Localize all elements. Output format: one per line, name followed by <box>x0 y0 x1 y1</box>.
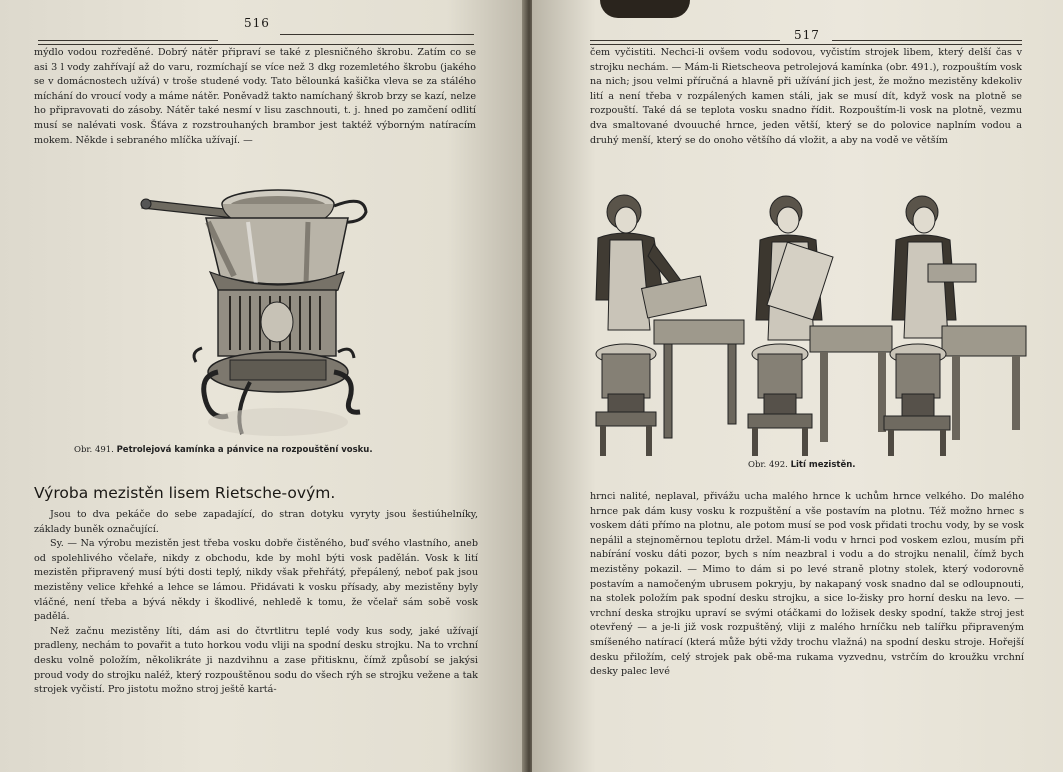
right-top-paragraph <box>590 46 1022 148</box>
figure-492-caption <box>748 460 856 470</box>
header-rule-right <box>280 34 474 35</box>
paragraph: mýdlo vodou rozředěné. Dobrý nátěr připraví se také z plesničného škrobu. Zatím co se asi 3 l vody zahřívají až do varu, rozmíchají se více než 3 dkg rozemletého škrobu (jakého se v domácnostech užívá) v troše studené vody. Tato bělounká kašička vleva se za stálého míchání do vroucí vody a máme nátěr. Poněvadž takto namíchaný škrob brzy se kazí, nelze ho připravovati do zásoby. Nátěr také nesmí v lisu zaschnouti, t. j. hned po zamčení odlití musí se nalévati vosk. Šťáva z rozstrouhaných brambor jest taktéž výborným natíracím mokem. Někde i sebraného mlíčka užívají. — <box>34 47 476 146</box>
figure-491-caption <box>74 445 373 455</box>
left-page <box>0 0 526 772</box>
page-number: 516 <box>244 16 270 30</box>
paragraph: Jsou to dva pekáče do sebe zapadající, do stran dotyku vyryty jsou šestiúhelníky, základy buněk označující. <box>34 509 478 535</box>
paragraph: hrnci nalité, neplaval, přivážu ucha malého hrnce k uchům hrnce velkého. Do malého hrnce pak dám kusy vosku k rozpuštění a vše postavím na plotnu. Též možno hrnec s voskem dáti přímo na plotnu, ale potom musí se pod vosk přidati trochu vody, by se vosk nepálil a stejnoměrnou teplotu držel. Mám-li vodu v hrnci pod voskem ezlou, musím při nabírání vosku dáti pozor, bych s ním neazbral i vodu a do strojku nenalil, čímž bych mezistěny pokazil. — Mimo to dám si po levé straně plotny stolek, který vodorovně postavím a namočeným ubrusem pokryju, by nakapaný vosk snadno dal se odloupnouti, na stolek položím pak spodní desku strojku, a sice lo-žisky pro horní desku na levo. — vrchní deska strojku upraví se svými otáčkami do ložisek desky spodní, takže stroj jest otevřený — a je-li již vosk rozpuštěný, vliji z malého hrníčku neb talířku připraveným smíšeného natírací (která může býti vždy trochu vlažná) na spodní desku stroje. Hořejší desku přiložím, celý strojek pak obě-ma rukama vyzvednu, vstrčím do kroužku vrchní desky palec levé <box>590 491 1024 678</box>
header-rule-right <box>832 40 1022 41</box>
right-page <box>532 0 1063 772</box>
paragraph: Sy. — Na výrobu mezistěn jest třeba vosku dobře čistěného, buď svého vlastního, aneb od spolehlivého včelaře, nikdy z obchodu, kde by mohl býti vosk padělán. Vosk k lití mezistěn připravený musí býti dosti teplý, nikdy však přehřátý, přepálený, neboť pak jsou mezistěny velice křehké a lehce se lámou. Přidávati k vosku přísady, aby mezistěny byly vláčné, není třeba a bývá někdy i škodlivé, nehledě k tomu, že včelař sám sobě vosk padělá. <box>34 538 478 623</box>
header-rule-left <box>38 40 218 41</box>
page-shadow <box>600 0 690 18</box>
caption-title: Lití mezistěn. <box>790 460 856 470</box>
header-rule <box>590 44 1022 45</box>
left-top-paragraph <box>34 46 476 148</box>
girl-figure-2 <box>756 196 833 340</box>
header-rule <box>38 44 474 45</box>
header-rule-left <box>590 40 780 41</box>
petroleum-stove-illustration <box>138 176 378 442</box>
left-body-text <box>34 508 478 698</box>
right-body-text <box>590 490 1024 680</box>
page-number: 517 <box>794 28 820 42</box>
girl-figure-3 <box>892 196 976 338</box>
section-heading: Výroba mezistěn lisem Rietsche-ovým. <box>34 484 336 502</box>
foundation-casting-illustration <box>588 190 1038 458</box>
caption-prefix: Obr. 492. <box>748 460 788 470</box>
paragraph: čem vyčistiti. Nechci-li ovšem vodu sodovou, vyčistím strojek libem, který delší čas v strojku nechám. — Mám-li Rietscheova petrolejová kamínka (obr. 491.), rozpouštím vosk na nich; jsou velmi příručná a hlavně při užívání jich jest, že možno mezistěny kdekoliv lití a není třeba v rozpálených kamen stáli, jak se musí dít, když vosk na plotně se rozpouští. Také dá se teplota vosku snadno řídit. Rozpouštím-li vosk na plotně, vezmu dva smaltované dvouuché hrnce, jeden větší, který se do polovice naplním vodou a druhý menší, který se do onoho většího dá vložit, a aby na vodě ve větším <box>590 47 1022 146</box>
caption-prefix: Obr. 491. <box>74 445 114 455</box>
caption-title: Petrolejová kamínka a pánvice na rozpouštění vosku. <box>116 445 373 455</box>
paragraph: Než začnu mezistěny líti, dám asi do čtvrtlitru teplé vody kus sody, jaké užívají pradleny, nechám to povařit a tuto horkou vodu vliji na spodní desku strojku. Na to vrchní desku volně položím, několikráte ji nazdvihnu a zase přitisknu, čímž způsobí se jakýsi proud vody do strojku naléž, který rozpouštěnou sodu do všech rýh se strojku vežene a tak strojek vyčistí. Pro jistotu možno stroj ještě kartá- <box>34 625 478 696</box>
girl-figure-1 <box>596 195 706 330</box>
